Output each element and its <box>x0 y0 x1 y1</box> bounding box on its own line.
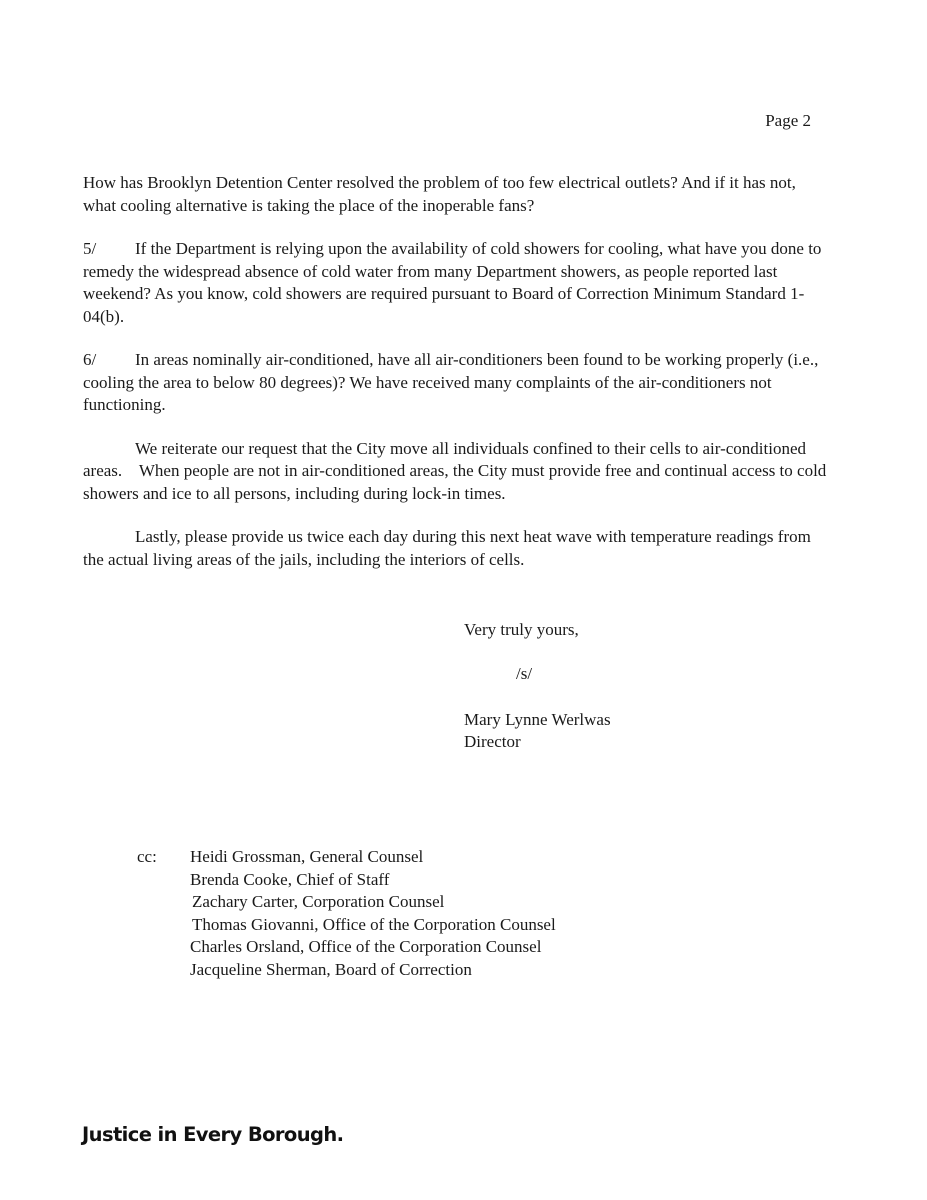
paragraph-item-6 <box>83 349 828 417</box>
cc-recipient: Zachary Carter, Corporation Counsel <box>192 892 445 912</box>
paragraph-outlets: How has Brooklyn Detention Center resolved the problem of too few electrical outlets? And if it has not, what cooling alternative is taking the place of the inoperable fans? <box>83 173 796 215</box>
paragraph-reiterate: We reiterate our request that the City move all individuals confined to their cells to air-conditioned areas. When people are not in air-conditioned areas, the City must provide free and continual access to cold showers and ice to all persons, including during lock-in times. <box>83 438 831 503</box>
cc-recipient: Heidi Grossman, General Counsel <box>190 847 424 866</box>
cc-label: cc: <box>137 847 157 866</box>
letter-body <box>83 172 831 592</box>
cc-list <box>190 846 556 982</box>
signer-name: Mary Lynne Werlwas <box>464 710 611 729</box>
item-number-5: 5/ <box>83 239 97 258</box>
signature: /s/ <box>516 664 533 683</box>
paragraph-lastly: Lastly, please provide us twice each day during this next heat wave with temperature readings from the actual living areas of the jails, including the interiors of cells. <box>83 527 811 569</box>
cc-recipient: Jacqueline Sherman, Board of Correction <box>190 959 472 979</box>
item-text-6: In areas nominally air-conditioned, have all air-conditioners been found to be working properly (i.e., cooling the area to below 80 degrees)? We have received many complaints of the air-conditioners not functioning. <box>83 350 819 414</box>
footer-tagline: Justice in Every Borough. <box>82 1123 344 1146</box>
cc-recipient: Brenda Cooke, Chief of Staff <box>190 869 390 889</box>
closing-salutation: Very truly yours, <box>464 620 579 639</box>
signer-title: Director <box>464 732 521 751</box>
cc-recipient: Charles Orsland, Office of the Corporation Counsel <box>190 937 542 957</box>
item-number-6: 6/ <box>83 350 97 369</box>
item-text-5: If the Department is relying upon the availability of cold showers for cooling, what have you done to remedy the widespread absence of cold water from many Department showers, as people reported last weekend? As you know, cold showers are required pursuant to Board of Correction Minimum Standard 1-04(b). <box>83 239 822 326</box>
cc-recipient: Thomas Giovanni, Office of the Corporation Counsel <box>192 914 556 934</box>
page-number: Page 2 <box>765 111 811 130</box>
paragraph-item-5 <box>83 238 828 328</box>
